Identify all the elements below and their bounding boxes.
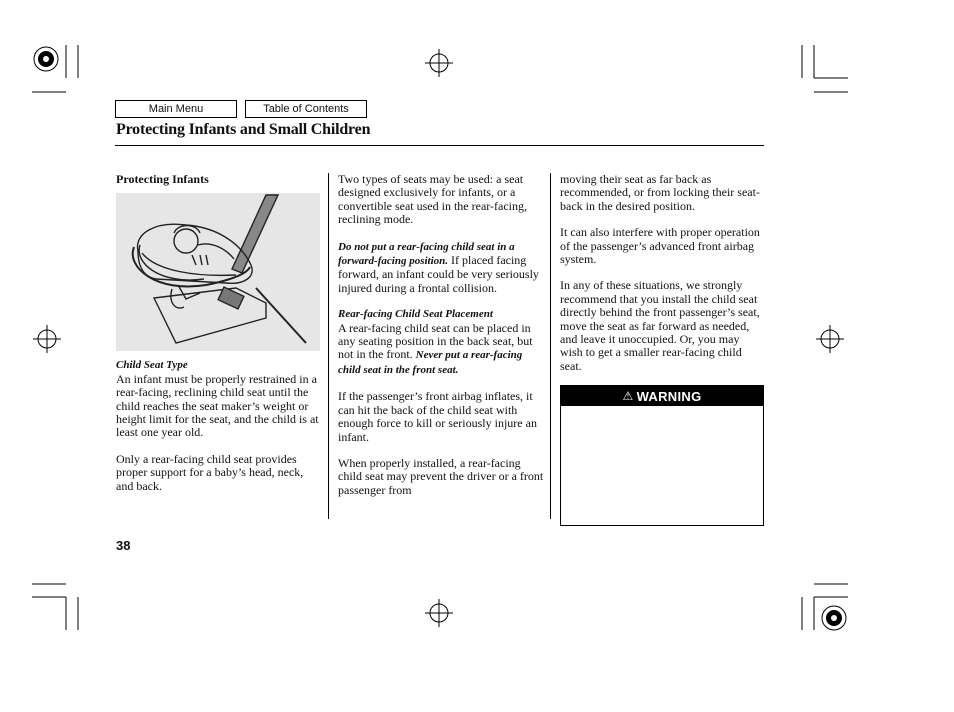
paragraph: Two types of seats may be used: a seat designed exclusively for infants, or a convertible seat used in the rear-facing, reclining mode. <box>338 172 528 227</box>
emphasis-text: Do not put a rear-facing child seat in a forward-facing position. <box>338 240 515 268</box>
infant-seat-illustration <box>116 193 320 351</box>
warning-header <box>561 386 763 406</box>
warning-label: WARNING <box>636 388 702 404</box>
column-3 <box>560 173 764 373</box>
title-rule <box>115 145 764 146</box>
page-title: Protecting Infants and Small Children <box>116 121 371 138</box>
paragraph: If the passenger’s front airbag inflates, it can hit the back of the child seat with enough force to kill or seriously injure an infant. <box>338 389 537 444</box>
column-2 <box>338 173 544 497</box>
rear-facing-infant-seat-illustration <box>116 193 320 351</box>
paragraph: Only a rear-facing child seat provides proper support for a baby’s head, neck, and back. <box>116 451 304 493</box>
subheading: Rear-facing Child Seat Placement <box>338 308 493 321</box>
paragraph: When properly installed, a rear-facing child seat may prevent the driver or a front passenger from <box>338 455 544 497</box>
paragraph: It can also interfere with proper operation of the passenger’s advanced front airbag system. <box>560 225 760 267</box>
column-divider <box>550 173 551 519</box>
subheading: Child Seat Type <box>116 359 188 372</box>
page-number: 38 <box>116 538 131 553</box>
emphasis-text: Never put a rear-facing child seat in the front seat. <box>338 349 523 376</box>
column-1 <box>116 173 322 506</box>
table-of-contents-button[interactable]: Table of Contents <box>245 100 367 118</box>
warning-triangle-icon: ⚠ <box>622 389 634 403</box>
paragraph <box>338 240 544 296</box>
paragraph-text: A rear-facing child seat can be placed in any seating position in the back seat, but not in the front. <box>338 320 533 362</box>
paragraph-text: If placed facing forward, an infant could be very seriously injured during a frontal collision. <box>338 253 539 295</box>
section-heading: Protecting Infants <box>116 172 209 186</box>
main-menu-button[interactable]: Main Menu <box>115 100 237 118</box>
paragraph: In any of these situations, we strongly recommend that you install the child seat directly behind the front passenger’s seat, move the seat as far forward as needed, and leave it unoccupied. Or, you may wish to get a smaller rear-facing child seat. <box>560 278 760 373</box>
paragraph: An infant must be properly restrained in a rear-facing, reclining child seat until the child reaches the seat maker’s weight or height limit for the seat, and the child is at least one year old. <box>116 371 319 440</box>
warning-box <box>560 385 764 526</box>
column-divider <box>328 173 329 519</box>
paragraph: moving their seat as far back as recommended, or from locking their seat-back in the desired position. <box>560 172 760 213</box>
paragraph <box>338 322 544 378</box>
